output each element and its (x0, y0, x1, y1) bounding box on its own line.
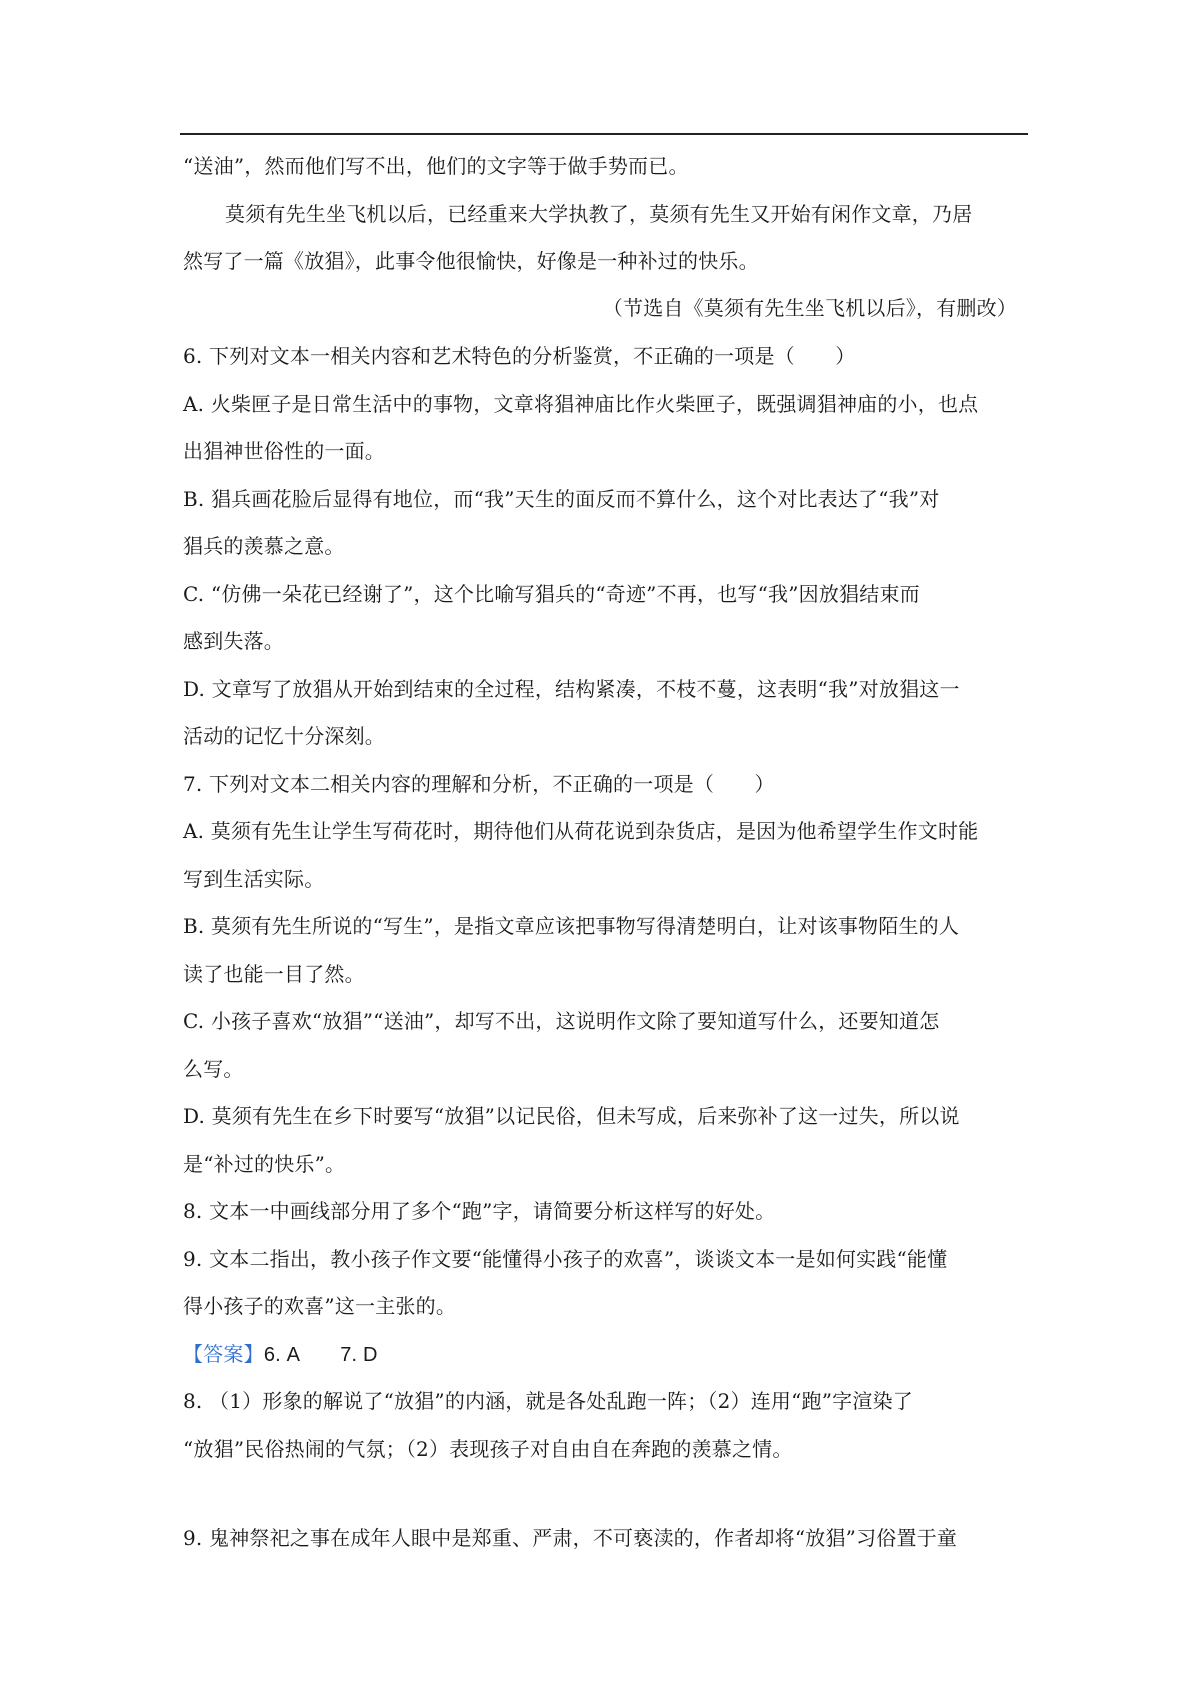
text-line: 么写。 (183, 1057, 244, 1081)
text-line: 出猖神世俗性的一面。 (183, 439, 385, 463)
option-7b: B. 莫须有先生所说的“写生”，是指文章应该把事物写得清楚明白，让对该事物陌生的人 (183, 914, 960, 938)
question-9: 9. 文本二指出，教小孩子作文要“能懂得小孩子的欢喜”，谈谈文本一是如何实践“能懂 (183, 1247, 948, 1271)
answer-7: 7. D (340, 1344, 378, 1366)
text-line: 读了也能一目了然。 (183, 962, 365, 986)
question-6: 6. 下列对文本一相关内容和艺术特色的分析鉴赏，不正确的一项是（ ） (183, 344, 856, 368)
text-line: 得小孩子的欢喜”这一主张的。 (183, 1294, 457, 1318)
option-7a: A. 莫须有先生让学生写荷花时，期待他们从荷花说到杂货店，是因为他希望学生作文时能 (183, 819, 979, 843)
answer-line (183, 1340, 378, 1369)
text-line: 莫须有先生坐飞机以后，已经重来大学执教了，莫须有先生又开始有闲作文章，乃居 (225, 202, 973, 226)
answer-6: 6. A (263, 1344, 301, 1366)
source-citation: （节选自《莫须有先生坐飞机以后》，有删改） (602, 296, 1017, 320)
text-line: 然写了一篇《放猖》，此事令他很愉快，好像是一种补过的快乐。 (183, 249, 759, 273)
question-8: 8. 文本一中画线部分用了多个“跑”字，请简要分析这样写的好处。 (183, 1199, 776, 1223)
option-7d: D. 莫须有先生在乡下时要写“放猖”以记民俗，但未写成，后来弥补了这一过失，所以说 (183, 1104, 960, 1128)
option-6a: A. 火柴匣子是日常生活中的事物，文章将猖神庙比作火柴匣子，既强调猖神庙的小，也点 (183, 392, 979, 416)
option-6d: D. 文章写了放猖从开始到结束的全过程，结构紧凑，不枝不蔓，这表明“我”对放猖这一 (183, 677, 960, 701)
option-6b: B. 猖兵画花脸后显得有地位，而“我”天生的面反而不算什么，这个对比表达了“我”对 (183, 487, 940, 511)
answer-9: 9. 鬼神祭祀之事在成年人眼中是郑重、严肃，不可亵渎的，作者却将“放猖”习俗置于童 (183, 1526, 958, 1550)
option-6c: C. “仿佛一朵花已经谢了”，这个比喻写猖兵的“奇迹”不再，也写“我”因放猖结束而 (183, 582, 920, 606)
text-line: 写到生活实际。 (183, 867, 325, 891)
option-7c: C. 小孩子喜欢“放猖”“送油”，却写不出，这说明作文除了要知道写什么，还要知道怎 (183, 1009, 940, 1033)
text-line: 活动的记忆十分深刻。 (183, 724, 385, 748)
answer-tag: 【答案】 (183, 1342, 264, 1366)
text-line: “放猖”民俗热闹的气氛；（2）表现孩子对自由自在奔跑的羡慕之情。 (183, 1437, 793, 1461)
question-7: 7. 下列对文本二相关内容的理解和分析，不正确的一项是（ ） (183, 772, 775, 796)
text-line: “送油”，然而他们写不出，他们的文字等于做手势而已。 (183, 154, 689, 178)
header-rule (180, 133, 1028, 135)
text-line: 猖兵的羡慕之意。 (183, 534, 345, 558)
text-line: 感到失落。 (183, 629, 284, 653)
answer-8: 8. （1）形象的解说了“放猖”的内涵，就是各处乱跑一阵；（2）连用“跑”字渲染了 (183, 1389, 913, 1413)
text-line: 是“补过的快乐”。 (183, 1152, 346, 1176)
